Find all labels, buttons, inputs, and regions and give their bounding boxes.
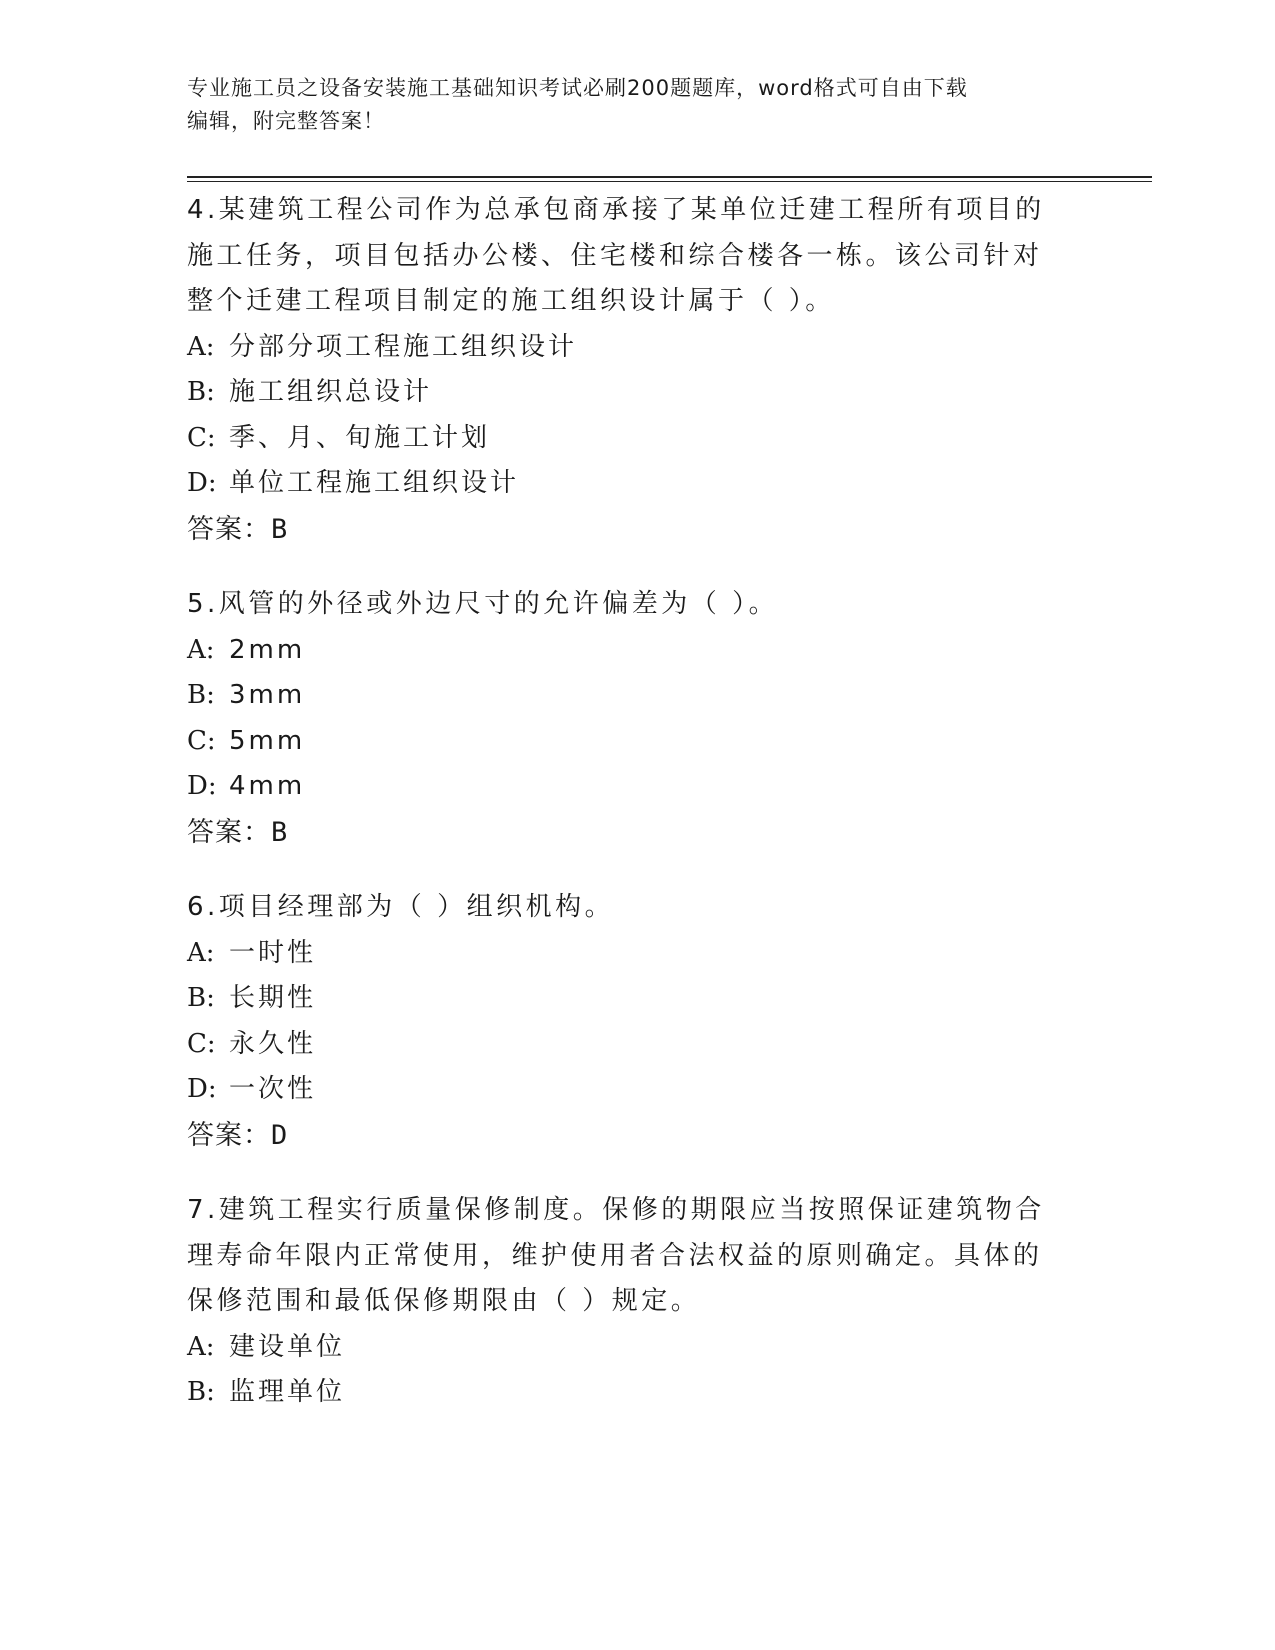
option-text: 单位工程施工组织设计 xyxy=(229,468,520,498)
question-stem: 7.建筑工程实行质量保修制度。保修的期限应当按照保证建筑物合理寿命年限内正常使用，维护使用者合法权益的原则确定。具体的保修范围和最低保修期限由（ ）规定。 xyxy=(187,1195,1045,1316)
option-letter: D: xyxy=(187,468,217,498)
option-a xyxy=(187,1325,1067,1371)
option-text: 5mm xyxy=(229,725,306,756)
question-stem: 6.项目经理部为（ ）组织机构。 xyxy=(187,892,615,922)
option-letter: B: xyxy=(187,983,215,1013)
option-letter: A: xyxy=(187,1331,215,1362)
question-list xyxy=(187,188,1067,1446)
document-header xyxy=(187,72,1067,138)
option-text: 一时性 xyxy=(229,937,317,968)
question-stem: 4.某建筑工程公司作为总承包商承接了某单位迁建工程所有项目的施工任务，项目包括办公楼、住宅楼和综合楼各一栋。该公司针对整个迁建工程项目制定的施工组织设计属于（ ）。 xyxy=(187,195,1045,316)
question-5 xyxy=(187,582,1067,855)
option-letter: B: xyxy=(187,377,215,407)
option-text: 施工组织总设计 xyxy=(229,377,433,407)
option-b xyxy=(187,976,1067,1022)
option-text: 监理单位 xyxy=(229,1377,346,1407)
option-text: 永久性 xyxy=(229,1028,317,1059)
header-divider-thin xyxy=(187,181,1152,182)
header-title-line1: 专业施工员之设备安装施工基础知识考试必刷200题题库，word格式可自由下载 xyxy=(187,76,968,100)
option-text: 建设单位 xyxy=(229,1331,346,1362)
header-divider-thick xyxy=(187,176,1152,178)
option-text: 季、月、旬施工计划 xyxy=(229,422,491,453)
option-d xyxy=(187,461,1067,507)
option-b xyxy=(187,1370,1067,1416)
question-4 xyxy=(187,188,1067,552)
answer-value: B xyxy=(271,513,289,545)
answer-label: 答案： xyxy=(187,1119,271,1151)
question-6 xyxy=(187,885,1067,1158)
answer-line xyxy=(187,810,1067,856)
option-letter: D: xyxy=(187,771,217,801)
option-a xyxy=(187,325,1067,371)
option-letter: C: xyxy=(187,725,216,756)
answer-value: B xyxy=(271,816,289,848)
option-b xyxy=(187,673,1067,719)
option-a xyxy=(187,628,1067,674)
option-letter: A: xyxy=(187,937,215,968)
option-letter: A: xyxy=(187,331,215,362)
question-stem: 5.风管的外径或外边尺寸的允许偏差为（ ）。 xyxy=(187,589,779,619)
question-7 xyxy=(187,1188,1067,1416)
option-d xyxy=(187,1067,1067,1113)
option-text: 一次性 xyxy=(229,1074,317,1104)
answer-label: 答案： xyxy=(187,816,271,848)
option-c xyxy=(187,719,1067,765)
option-c xyxy=(187,1022,1067,1068)
header-title-line2: 编辑，附完整答案！ xyxy=(187,109,385,133)
option-letter: B: xyxy=(187,680,215,710)
answer-label: 答案： xyxy=(187,513,271,545)
option-text: 分部分项工程施工组织设计 xyxy=(229,331,578,362)
option-letter: C: xyxy=(187,422,216,453)
answer-value: D xyxy=(271,1119,289,1151)
option-letter: C: xyxy=(187,1028,216,1059)
answer-line xyxy=(187,507,1067,553)
option-letter: B: xyxy=(187,1377,215,1407)
option-letter: A: xyxy=(187,634,215,665)
answer-line xyxy=(187,1113,1067,1159)
option-text: 长期性 xyxy=(229,983,317,1013)
option-text: 3mm xyxy=(229,680,306,710)
option-b xyxy=(187,370,1067,416)
option-d xyxy=(187,764,1067,810)
option-c xyxy=(187,416,1067,462)
option-a xyxy=(187,931,1067,977)
option-text: 4mm xyxy=(229,771,306,801)
option-letter: D: xyxy=(187,1074,217,1104)
option-text: 2mm xyxy=(229,634,306,665)
